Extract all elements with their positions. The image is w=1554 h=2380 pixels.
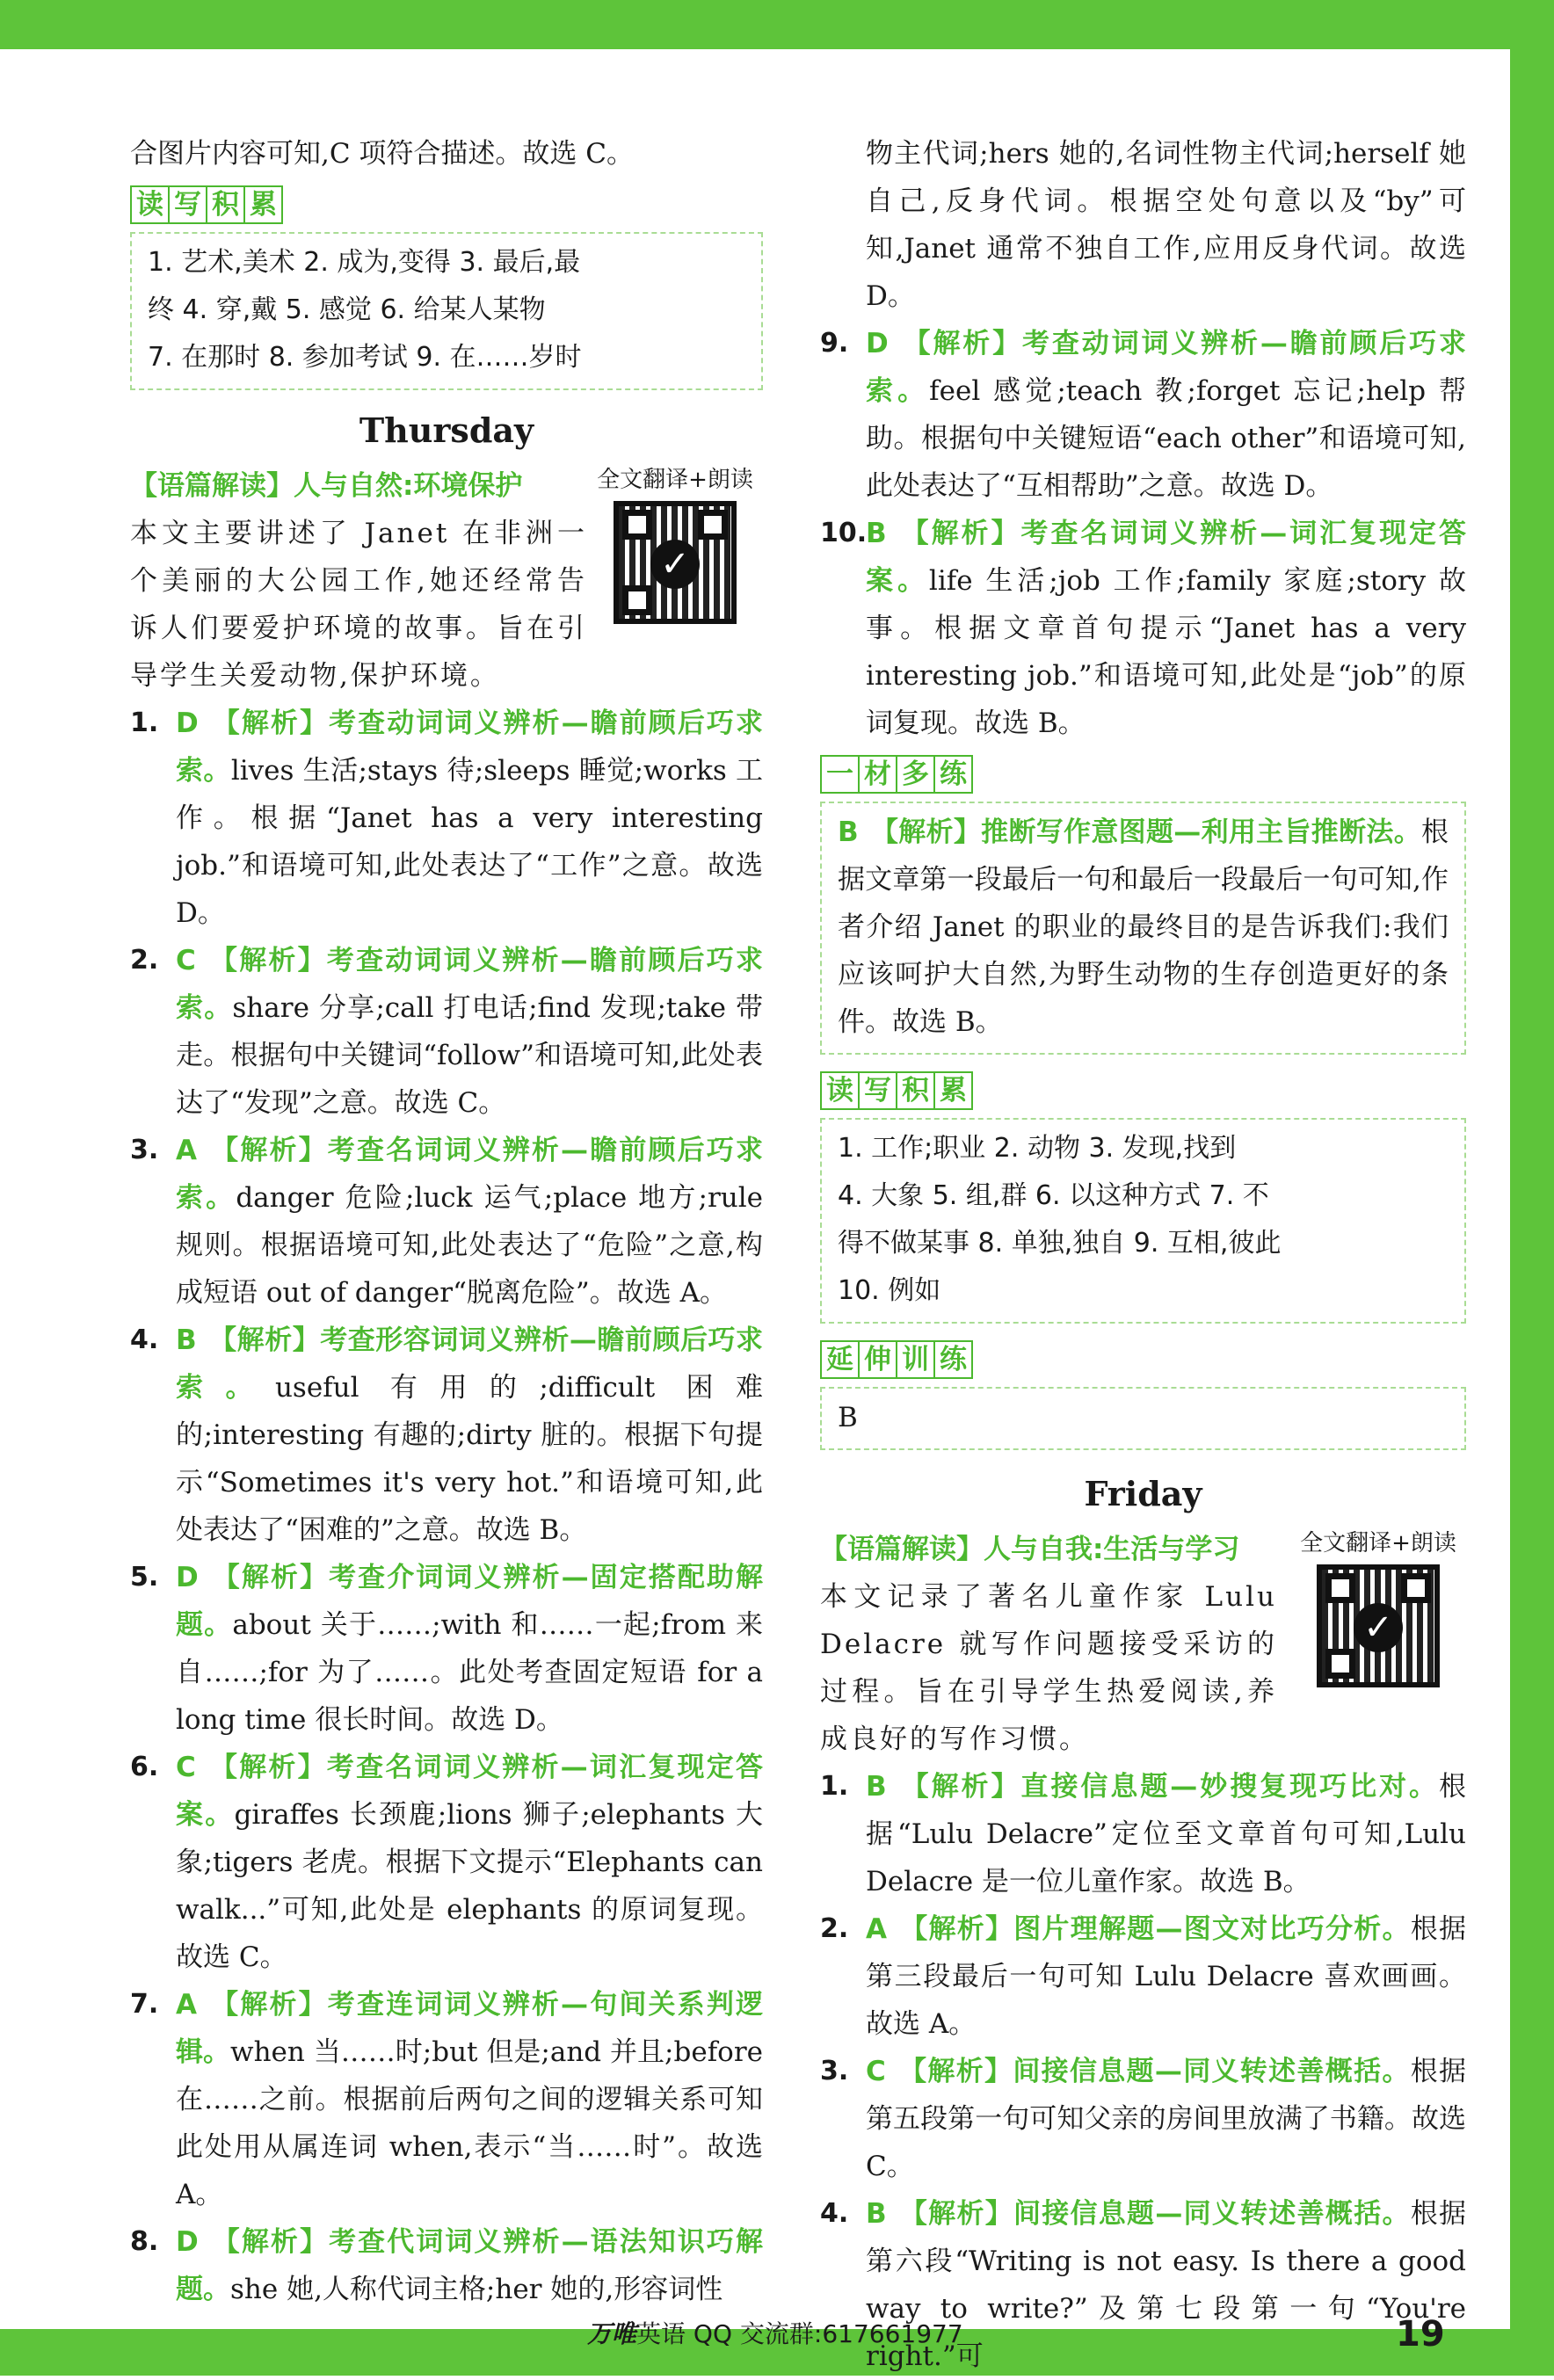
answer-item: 7. A 【解析】考查连词词义辨析—句间关系判逻辑。when 当……时;but 但是;and 并且;before 在……之前。根据前后两句之间的逻辑关系可知此处用从属连词 when,表示“当……时”。故选 A。 xyxy=(130,1989,763,2210)
thursday-intro xyxy=(130,462,763,700)
answer-item: 10. B 【解析】考查名词词义辨析—词汇复现定答案。life 生活;job 工作;family 家庭;story 故事。根据文章首句提示“Janet has a very interesting job.”和语境可知,此处是“job”的原词复现。故选 B。 xyxy=(820,518,1466,739)
vocab-line: 得不做某事 8. 单独,独自 9. 互相,彼此 xyxy=(838,1228,1282,1259)
passage-tag: 【语篇解读】人与自然:环境保护 xyxy=(130,470,523,502)
friday-title: Friday xyxy=(1084,1474,1202,1513)
answer-item: 4. B 【解析】间接信息题—同义转述善概括。根据第六段“Writing is not easy. Is there a good way to write?”及第七段第一句“You're right.”可 xyxy=(820,2198,1467,2372)
vocab-line: 7. 在那时 8. 参加考试 9. 在……岁时 xyxy=(148,342,582,373)
brand-logo: 万唯 xyxy=(587,2319,637,2348)
passage-intro: 本文记录了著名儿童作家 Lulu Delacre 就写作问题接受采访的过程。旨在引导学生热爱阅读,养成良好的写作习惯。 xyxy=(820,1581,1277,1755)
answer-item: 1. D 【解析】考查动词词义辨析—瞻前顾后巧求索。lives 生活;stays 待;sleeps 睡觉;works 工作。根据“Janet has a very interesting job.”和语境可知,此处表达了“工作”之意。故选 D。 xyxy=(130,707,764,929)
right-column xyxy=(820,130,1466,2380)
page xyxy=(25,49,1510,2372)
vocab-line: 4. 大象 5. 组,群 6. 以这种方式 7. 不 xyxy=(838,1180,1269,1211)
qr-caption: 全文翻译+朗读 xyxy=(597,467,753,493)
passage-tag: 【语篇解读】人与自我:生活与学习 xyxy=(820,1534,1240,1565)
vocab-line: 1. 艺术,美术 2. 成为,变得 3. 最后,最 xyxy=(148,247,581,278)
vocab-line: 1. 工作;职业 2. 动物 3. 发现,找到 xyxy=(838,1133,1237,1164)
extension-label: 延 伸 训 练 xyxy=(820,1336,971,1383)
vocab-line: 10. 例如 xyxy=(838,1275,941,1306)
answer-item: 4. B 【解析】考查形容词词义辨析—瞻前顾后巧求索。useful 有用的;difficult 困难的;interesting 有趣的;dirty 脏的。根据下句提示“Sometimes it's very hot.”和语境可知,此处表达了“困难的”之意。故选 B。 xyxy=(130,1324,763,1546)
extension-answer: B xyxy=(838,1402,858,1433)
answer-item: 2. C 【解析】考查动词词义辨析—瞻前顾后巧求索。share 分享;call 打电话;find 发现;take 带走。根据句中关键词“follow”和语境可知,此处表达了“发现”之意。故选 C。 xyxy=(130,945,764,1119)
qr-caption: 全文翻译+朗读 xyxy=(1300,1530,1456,1556)
one-material-box: B 【解析】推断写作意图题—利用主旨推断法。根据文章第一段最后一句和最后一段最后一句可知,作者介绍 Janet 的职业的最终目的是告诉我们:我们应该呵护大自然,为野生动物的生存创造更好的条件。故选 B。 xyxy=(820,802,1466,1055)
friday-intro xyxy=(820,1526,1466,1763)
answer-item: 5. D 【解析】考查介词词义辨析—固定搭配助解题。about 关于……;with 和……一起;from 来自……;for 为了……。此处考查固定短语 for a long time 很长时间。故选 D。 xyxy=(130,1562,764,1736)
vocab-label-right: 读 写 积 累 xyxy=(820,1067,971,1114)
qr-block xyxy=(1290,1526,1466,1687)
answer-item: 1. B 【解析】直接信息题—妙搜复现巧比对。根据“Lulu Delacre”定位至文章首句可知,Lulu Delacre 是一位儿童作家。故选 B。 xyxy=(820,1771,1466,1897)
carry-line: 合图片内容可知,C 项符合描述。故选 C。 xyxy=(130,138,634,170)
qr-code-icon[interactable] xyxy=(614,501,737,624)
thursday-title: Thursday xyxy=(359,410,534,450)
footer-text: 万唯英语 QQ 交流群:617661977 xyxy=(587,2319,963,2348)
answer-item: 3. C 【解析】间接信息题—同义转述善概括。根据第五段第一句可知父亲的房间里放满了书籍。故选 C。 xyxy=(820,2056,1466,2182)
vocab-label-left: 读 写 积 累 xyxy=(130,181,281,229)
check-icon: ✓ xyxy=(650,540,700,589)
qr-block xyxy=(587,462,763,624)
vocab-box-right xyxy=(820,1118,1466,1324)
page-number: 19 xyxy=(1396,2314,1445,2355)
thursday-answers xyxy=(130,700,763,2313)
vocab-box-left xyxy=(130,232,763,390)
vocab-line: 终 4. 穿,戴 5. 感觉 6. 给某人某物 xyxy=(148,294,546,325)
right-border xyxy=(1510,0,1554,2376)
one-material-label: 一 材 多 练 xyxy=(820,751,971,798)
answer-item: 8. D 【解析】考查代词词义辨析—语法知识巧解题。she 她,人称代词主格;her 她的,形容词性 xyxy=(130,2226,763,2305)
passage-intro: 本文主要讲述了 Janet 在非洲一个美丽的大公园工作,她还经常告诉人们要爱护环境的故事。旨在引导学生关爱动物,保护环境。 xyxy=(130,518,587,692)
footer xyxy=(25,2312,1510,2356)
extension-box xyxy=(820,1387,1466,1450)
left-column xyxy=(130,130,763,2313)
top-border xyxy=(0,0,1554,49)
answer-item: 9. D 【解析】考查动词词义辨析—瞻前顾后巧求索。feel 感觉;teach 教;forget 忘记;help 帮助。根据句中关键短语“each other”和语境可知,此处表达了“互相帮助”之意。故选 D。 xyxy=(820,328,1467,502)
answer-item: 3. A 【解析】考查名词词义辨析—瞻前顾后巧求索。danger 危险;luck 运气;place 地方;rule 规则。根据语境可知,此处表达了“危险”之意,构成短语 out of danger“脱离危险”。故选 A。 xyxy=(130,1135,763,1309)
check-icon: ✓ xyxy=(1354,1603,1403,1652)
carry-text: 物主代词;hers 她的,名词性物主代词;herself 她自己,反身代词。根据空处句意以及“by”可知,Janet 通常不独自工作,应用反身代词。故选 D。 xyxy=(866,138,1466,312)
qr-code-icon[interactable] xyxy=(1317,1564,1440,1687)
answer-item: 6. C 【解析】考查名词词义辨析—词汇复现定答案。giraffes 长颈鹿;lions 狮子;elephants 大象;tigers 老虎。根据下文提示“Elephants can walk...”可知,此处是 elephants 的原词复现。故选 C。 xyxy=(130,1752,764,1973)
answer-item: 2. A 【解析】图片理解题—图文对比巧分析。根据第三段最后一句可知 Lulu Delacre 喜欢画画。故选 A。 xyxy=(820,1913,1466,2040)
